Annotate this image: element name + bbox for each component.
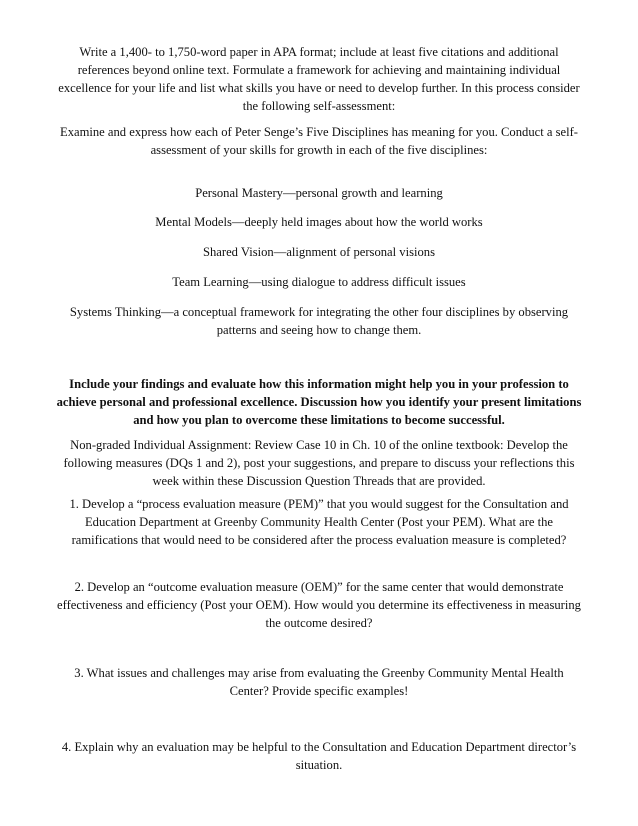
discipline-mental-models: Mental Models—deeply held images about how the world works (155, 215, 483, 229)
discipline-personal-mastery: Personal Mastery—personal growth and learning (195, 186, 443, 200)
question-2: 2. Develop an “outcome evaluation measure (OEM)” for the same center that would demonstrate effectiveness and efficiency (Post your OEM). How would you determine its effectiveness in measuring the outcome desired? (57, 580, 581, 630)
discipline-team-learning: Team Learning—using dialogue to address difficult issues (172, 275, 466, 289)
question-1: 1. Develop a “process evaluation measure (PEM)” that you would suggest for the Consultation and Education Department at Greenby Community Health Center (Post your PEM). What are the ramifications that would need to be considered after the process evaluation measure is completed? (69, 497, 569, 547)
examine-paragraph: Examine and express how each of Peter Senge’s Five Disciplines has meaning for you. Conduct a self-assessment of your skills for growth in each of the five disciplines: (60, 125, 578, 157)
findings-paragraph: Include your findings and evaluate how this information might help you in your profession to achieve personal and professional excellence. Discussion how you identify your present limitations and how you plan to overcome these limitations to become successful. (56, 377, 582, 427)
question-3: 3. What issues and challenges may arise from evaluating the Greenby Community Mental Health Center? Provide specific examples! (74, 666, 564, 698)
question-4: 4. Explain why an evaluation may be helpful to the Consultation and Education Department director’s situation. (61, 740, 577, 772)
discipline-systems-thinking: Systems Thinking—a conceptual framework for integrating the other four disciplines by observing patterns and seeing how to change them. (69, 305, 569, 337)
intro-paragraph: Write a 1,400- to 1,750-word paper in APA format; include at least five citations and additional references beyond online text. Formulate a framework for achieving and maintaining individual excellence for your life and list what skills you have or need to develop further. In this process consider the following self-assessment: (58, 45, 580, 113)
nongraded-assignment-paragraph: Non-graded Individual Assignment: Review Case 10 in Ch. 10 of the online textbook: Develop the following measures (DQs 1 and 2), post your suggestions, and prepare to discuss your reflections this week within these Discussion Question Threads that are provided. (63, 438, 575, 488)
discipline-shared-vision: Shared Vision—alignment of personal visions (203, 245, 435, 259)
